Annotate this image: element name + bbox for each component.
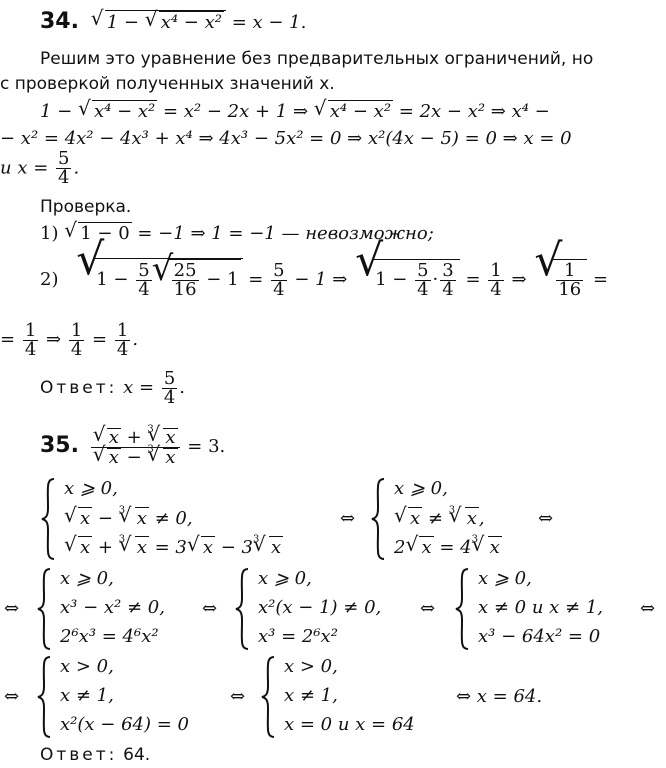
sqrt-check-2-outer [80,258,242,300]
check-2-line-2 [0,320,138,360]
eq: = 4 [433,537,472,558]
radicand: 1 − 0 [80,223,130,244]
denominator: 16 [558,278,582,300]
brace-icon [40,478,56,560]
rest: = 3 [148,537,187,558]
row-3: x²(x − 64) = 0 [60,714,189,735]
prefix: и x = [0,157,54,179]
denominator: 4 [138,278,150,300]
system-2 [370,478,550,560]
solution-line-2: − x² = 4x² − 4x³ + x⁴ ⇒ 4x³ − 5x² = 0 ⇒ x²(4x − 5) = 0 ⇒ x = 0 [0,128,572,149]
text-line-2: с проверкой полученных значений x. [0,74,335,94]
numerator: √ 25 [173,259,197,281]
system-4 [234,568,419,650]
numerator: 5 [417,259,429,281]
check-2 [40,258,608,300]
answer-value: 64. [123,745,151,765]
equiv-2: ⇔ [538,508,554,529]
step-a: 1 − [40,101,78,122]
numerator: 3 [442,259,454,281]
row-3: 2⁶x³ = 4⁶x² [60,626,159,647]
denominator: √ x − √ 3 x [91,448,180,467]
solution-line-1 [40,100,550,123]
label: 1) [40,223,59,244]
radicand: x⁴ − x² [329,101,392,122]
main-fraction [91,423,180,468]
coef: 2 [394,537,406,558]
denominator: 4 [24,338,37,360]
check-label: Проверка. [40,197,132,217]
equiv-5: ⇔ [420,598,436,619]
denominator: 16 [173,278,197,300]
fraction-1-4 [69,319,84,360]
fraction-5-4 [162,367,177,408]
implies: ⇒ [46,329,62,350]
brace-icon [36,568,52,650]
row-3: √ x + √ 3 x = 3√ x − 3 √ 3 x [64,536,283,559]
equiv-8: ⇔ [230,686,246,707]
fraction-1-4 [23,319,38,360]
radicand: x⁴ − x² [93,101,156,122]
rhs: = 3. [187,436,226,457]
answer-label: Ответ: [40,745,118,765]
brace-icon [454,568,470,650]
period: . [179,377,186,398]
system-7 [260,656,450,738]
neq: ≠ [422,508,449,529]
fraction-5-4 [136,259,151,300]
denominator: 4 [442,278,454,300]
radicand-text: 1 − [106,12,145,33]
problem-number: 34. [40,9,79,34]
answer-34 [40,368,185,408]
equals: = [248,269,264,290]
solution-line-3: и x = $\frac{5}{4}$ . [0,148,80,188]
numerator: 5 [58,148,70,169]
numerator: √ x + √ 3 x [91,428,180,448]
equals: = [0,329,16,350]
equiv-6: ⇔ [640,598,656,619]
equals-end: = [592,269,609,290]
answer-label: Ответ: [40,378,118,398]
equals: = [465,269,481,290]
sqrt-check-2b [359,259,460,300]
system-6 [36,656,226,738]
one-minus: 1 − [375,269,414,290]
brace-icon [234,568,250,650]
equation-rhs: = x − 1. [231,12,307,33]
numerator: 5 [138,259,150,281]
minus-one-implies: − 1 ⇒ [294,269,348,290]
brace-icon [370,478,386,560]
fraction-5-4b [271,259,286,300]
equiv-4: ⇔ [202,598,218,619]
numerator: 1 [490,259,502,281]
row-2: √ x ≠ √ 3 x , [394,507,485,530]
comma: , [478,508,485,529]
system-5 [454,568,634,650]
fraction-1-4 [115,319,130,360]
row-1: x ⩾ 0, [258,568,312,589]
period: . [132,329,139,350]
row-2: x²(x − 1) ≠ 0, [258,597,382,618]
sqrt-inner [145,11,224,34]
final-result: ⇔ x = 64. [456,686,543,707]
one-minus: 1 − [96,269,135,290]
step-c: = 2x − x² ⇒ x⁴ − [393,101,550,122]
problem-number: 35. [40,433,79,458]
denominator: 4 [58,167,70,188]
minus-one: − 1 [206,269,239,290]
denominator: 4 [417,278,429,300]
numerator: 1 [70,319,83,341]
sqrt-1-16 [538,259,587,300]
row-2: x³ − x² ≠ 0, [60,597,165,618]
row-1: x ⩾ 0, [478,568,532,589]
dot: · [432,269,439,290]
rest: = −1 ⇒ 1 = −1 — невозможно; [131,223,434,244]
row-1: x > 0, [60,656,114,677]
fraction-1-16 [556,259,583,300]
sqrt-step-b [314,100,393,123]
denominator: 4 [116,338,129,360]
fraction-25-16 [172,259,199,300]
radicand-inner: x⁴ − x² [160,12,222,33]
numerator: 5 [273,259,285,281]
denominator: 4 [163,386,176,408]
equiv-3: ⇔ [4,598,20,619]
equiv-7: ⇔ [4,686,20,707]
fraction-3-4 [440,259,455,300]
equiv-1: ⇔ [340,508,356,529]
system-3 [36,568,201,650]
row-2: x ≠ 0 и x ≠ 1, [478,597,604,618]
rest: ≠ 0, [148,508,193,529]
row-3: x³ = 2⁶x² [258,626,338,647]
row-2: x ≠ 1, [284,685,338,706]
answer-value: x = [123,377,160,398]
row-1: x > 0, [284,656,338,677]
numerator: 1 [24,319,37,341]
implies: ⇒ [511,269,527,290]
row-2: x ≠ 1, [60,685,114,706]
sqrt-step-a [78,100,157,123]
row-1: x ⩾ 0, [394,478,448,499]
row-3: x³ − 64x² = 0 [478,626,601,647]
system-1 [40,478,340,560]
numerator: 1 [116,319,129,341]
sqrt-outer [91,10,226,34]
numerator: 5 [163,367,176,389]
denominator: 4 [490,278,502,300]
row-1: x ⩾ 0, [60,568,114,589]
brace-icon [260,656,276,738]
sqrt-check-2-inner [154,259,241,300]
brace-icon [36,656,52,738]
equals: = [92,329,108,350]
row-3: 2√ x = 4 √ 3 x [394,536,502,559]
numerator: √ 1 [556,262,583,281]
label: 2) [40,269,59,290]
fraction-5-4c [415,259,430,300]
row-2: √ x − √ 3 x ≠ 0, [64,507,193,530]
problem-34-header [40,10,306,34]
row-3: x = 0 и x = 64 [284,714,415,735]
denominator: 4 [70,338,83,360]
row-1: x ⩾ 0, [64,478,118,499]
step-b: = x² − 2x + 1 ⇒ [157,101,314,122]
text-line-1: Решим это уравнение без предварительных ограничений, но [40,49,594,69]
fraction-1-4 [488,259,503,300]
fraction-5-4 [56,150,71,187]
problem-35-header [40,424,225,469]
denominator: 4 [273,278,285,300]
answer-35 [40,744,150,766]
